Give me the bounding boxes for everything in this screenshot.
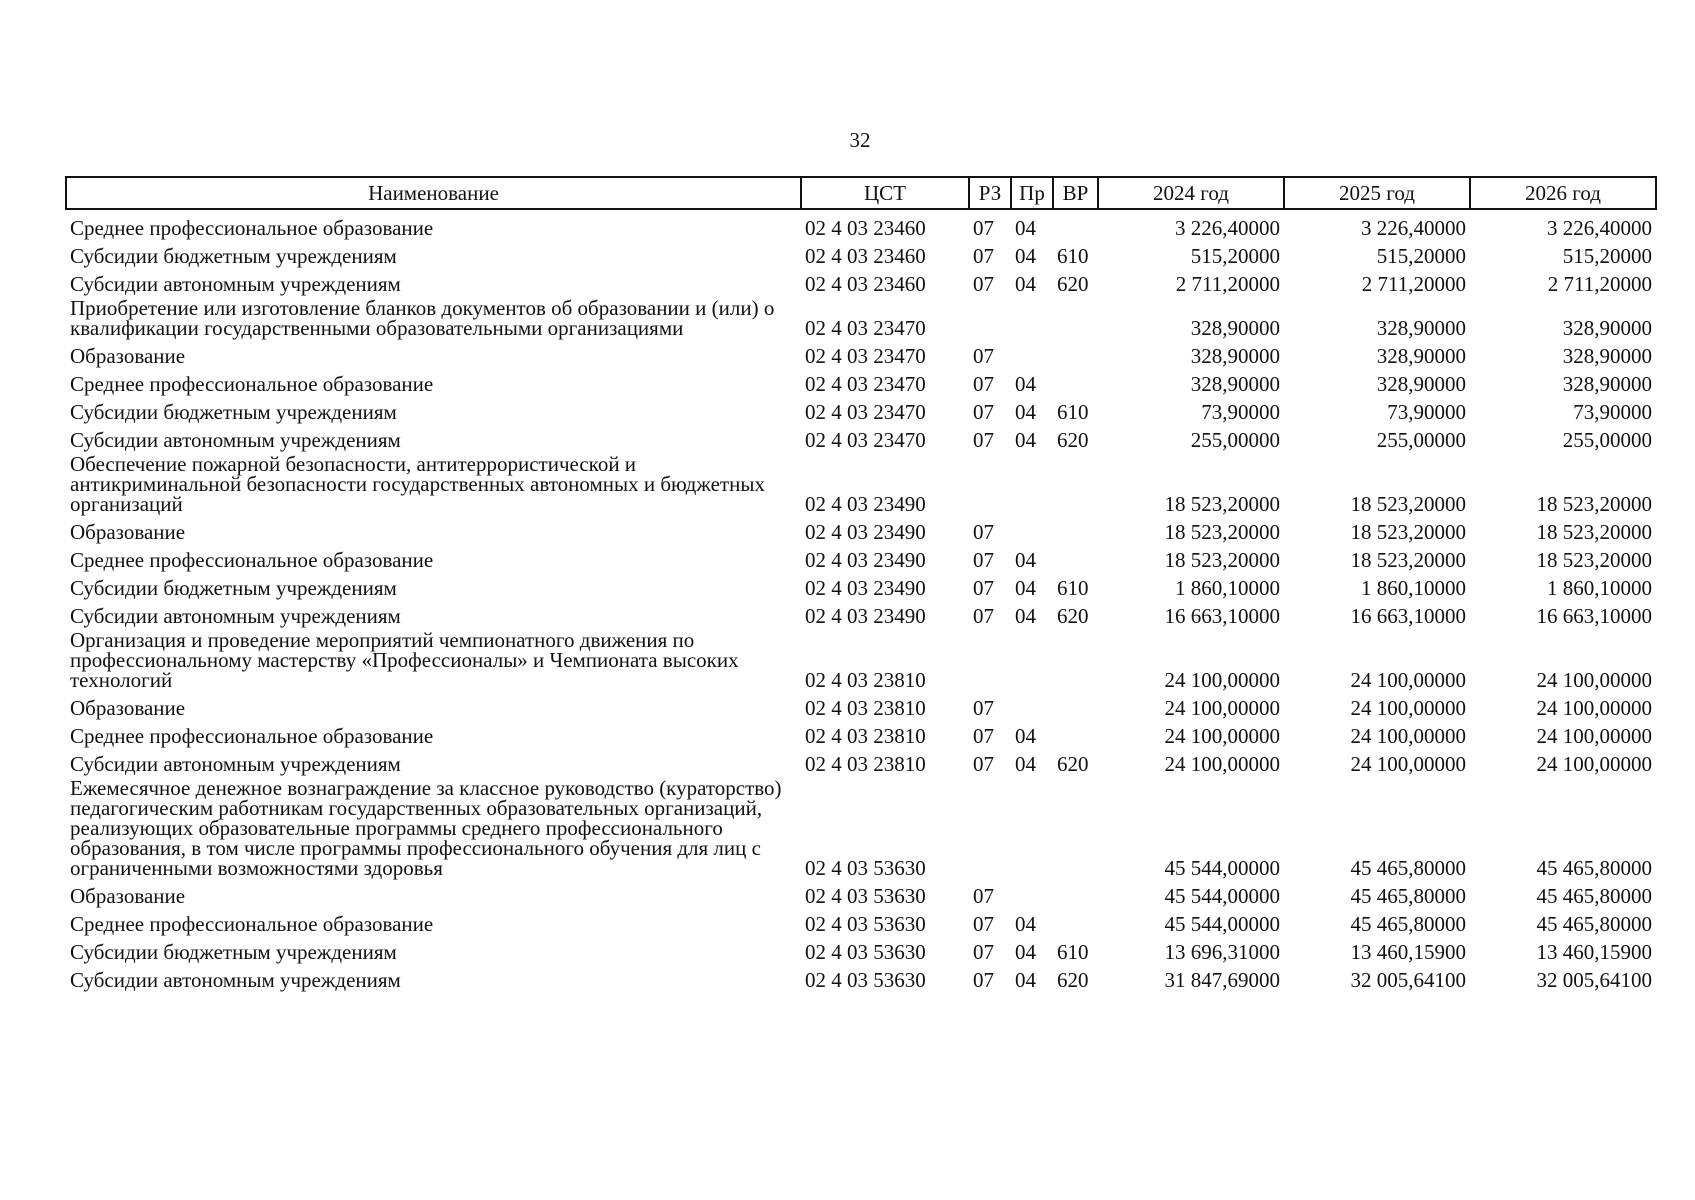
cell-vr <box>1053 906 1098 934</box>
cell-cst: 02 4 03 23490 <box>805 576 926 600</box>
cell-2024: 13 696,31000 <box>1164 940 1280 964</box>
cell-cst: 02 4 03 23460 <box>805 272 926 296</box>
cell-rz: 07 <box>973 244 994 268</box>
cell-pr: 04 <box>1015 272 1036 296</box>
cell-vr: 620 <box>1057 428 1089 452</box>
cell-cst: 02 4 03 23810 <box>805 752 926 776</box>
table-header <box>66 177 1656 209</box>
cell-vr: 610 <box>1057 940 1089 964</box>
cell-cst: 02 4 03 23490 <box>805 520 926 544</box>
cell-name: Среднее профессиональное образование <box>70 724 434 748</box>
cell-2024: 18 523,20000 <box>1164 548 1280 572</box>
table-row <box>66 366 1656 394</box>
cell-name: Организация и проведение мероприятий чемпионатного движения по профессиональному мастерству «Профессионалы» и Чемпионата высоких технологий <box>70 628 739 692</box>
cell-name: Субсидии автономным учреждениям <box>70 968 401 992</box>
cell-2025: 24 100,00000 <box>1350 724 1466 748</box>
cell-name: Образование <box>70 344 186 368</box>
cell-2025: 255,00000 <box>1376 428 1466 452</box>
cell-name: Среднее профессиональное образование <box>70 372 434 396</box>
cell-cst: 02 4 03 23470 <box>805 316 926 340</box>
cell-cst: 02 4 03 23470 <box>805 372 926 396</box>
cell-2026: 45 465,80000 <box>1536 856 1652 880</box>
cell-2026: 24 100,00000 <box>1536 752 1652 776</box>
cell-pr: 04 <box>1015 940 1036 964</box>
cell-pr: 04 <box>1015 752 1036 776</box>
cell-name: Субсидии бюджетным учреждениям <box>70 576 397 600</box>
table-row <box>66 294 1656 338</box>
table-row <box>66 238 1656 266</box>
cell-2025: 45 465,80000 <box>1350 856 1466 880</box>
cell-2026: 24 100,00000 <box>1536 668 1652 692</box>
cell-name: Субсидии бюджетным учреждениям <box>70 400 397 424</box>
cell-rz <box>969 626 1011 690</box>
cell-cst: 02 4 03 23470 <box>805 400 926 424</box>
cell-cst: 02 4 03 53630 <box>805 856 926 880</box>
cell-2025: 3 226,40000 <box>1361 216 1466 240</box>
cell-2025: 515,20000 <box>1376 244 1466 268</box>
cell-rz: 07 <box>973 968 994 992</box>
table-row <box>66 542 1656 570</box>
cell-2025: 18 523,20000 <box>1350 548 1466 572</box>
cell-2026: 2 711,20000 <box>1547 272 1652 296</box>
table-row <box>66 878 1656 906</box>
cell-vr <box>1053 718 1098 746</box>
cell-rz: 07 <box>973 724 994 748</box>
cell-pr: 04 <box>1015 216 1036 240</box>
cell-2024: 328,90000 <box>1190 372 1280 396</box>
table-row <box>66 774 1656 878</box>
table-row <box>66 422 1656 450</box>
cell-pr <box>1011 774 1053 878</box>
cell-pr <box>1011 878 1053 906</box>
cell-cst: 02 4 03 53630 <box>805 884 926 908</box>
header-cst: ЦСТ <box>801 177 969 209</box>
cell-rz: 07 <box>973 884 994 908</box>
cell-name: Образование <box>70 696 186 720</box>
header-2026: 2026 год <box>1470 177 1656 209</box>
cell-2026: 18 523,20000 <box>1536 492 1652 516</box>
cell-rz: 07 <box>973 752 994 776</box>
cell-cst: 02 4 03 53630 <box>805 940 926 964</box>
cell-2026: 16 663,10000 <box>1536 604 1652 628</box>
cell-vr: 620 <box>1057 968 1089 992</box>
cell-vr: 620 <box>1057 272 1089 296</box>
cell-2026: 328,90000 <box>1562 316 1652 340</box>
cell-cst: 02 4 03 23490 <box>805 604 926 628</box>
cell-vr <box>1053 774 1098 878</box>
cell-2024: 24 100,00000 <box>1164 752 1280 776</box>
cell-2026: 32 005,64100 <box>1536 968 1652 992</box>
cell-vr: 610 <box>1057 576 1089 600</box>
cell-2024: 2 711,20000 <box>1175 272 1280 296</box>
cell-2026: 24 100,00000 <box>1536 724 1652 748</box>
cell-2024: 328,90000 <box>1190 344 1280 368</box>
header-2024: 2024 год <box>1098 177 1284 209</box>
table-row <box>66 514 1656 542</box>
table-row <box>66 266 1656 294</box>
cell-vr <box>1053 366 1098 394</box>
cell-rz <box>969 774 1011 878</box>
cell-vr <box>1053 294 1098 338</box>
cell-vr <box>1053 338 1098 366</box>
cell-cst: 02 4 03 23810 <box>805 696 926 720</box>
cell-vr <box>1053 514 1098 542</box>
table-body <box>66 209 1656 990</box>
cell-2024: 3 226,40000 <box>1175 216 1280 240</box>
cell-pr <box>1011 690 1053 718</box>
header-vr: ВР <box>1053 177 1098 209</box>
cell-cst: 02 4 03 23460 <box>805 216 926 240</box>
table-row <box>66 338 1656 366</box>
table-row <box>66 394 1656 422</box>
cell-2026: 45 465,80000 <box>1536 912 1652 936</box>
budget-table <box>65 176 1657 990</box>
cell-2024: 24 100,00000 <box>1164 668 1280 692</box>
cell-vr <box>1053 690 1098 718</box>
cell-2025: 328,90000 <box>1376 344 1466 368</box>
cell-2024: 18 523,20000 <box>1164 520 1280 544</box>
cell-2026: 73,90000 <box>1573 400 1652 424</box>
cell-2025: 13 460,15900 <box>1350 940 1466 964</box>
cell-pr: 04 <box>1015 372 1036 396</box>
cell-2024: 328,90000 <box>1190 316 1280 340</box>
cell-2025: 45 465,80000 <box>1350 912 1466 936</box>
cell-pr: 04 <box>1015 912 1036 936</box>
cell-2025: 1 860,10000 <box>1361 576 1466 600</box>
cell-name: Субсидии автономным учреждениям <box>70 272 401 296</box>
cell-rz: 07 <box>973 940 994 964</box>
cell-2024: 24 100,00000 <box>1164 696 1280 720</box>
cell-rz: 07 <box>973 520 994 544</box>
cell-vr <box>1053 878 1098 906</box>
cell-2025: 24 100,00000 <box>1350 668 1466 692</box>
table-row <box>66 598 1656 626</box>
cell-cst: 02 4 03 23490 <box>805 548 926 572</box>
header-pr: Пр <box>1011 177 1053 209</box>
table-row <box>66 906 1656 934</box>
cell-2026: 328,90000 <box>1562 372 1652 396</box>
header-name: Наименование <box>66 177 801 209</box>
cell-rz: 07 <box>973 576 994 600</box>
table-row <box>66 962 1656 990</box>
cell-rz <box>969 450 1011 514</box>
table-row <box>66 570 1656 598</box>
cell-name: Среднее профессиональное образование <box>70 548 434 572</box>
cell-name: Субсидии автономным учреждениям <box>70 604 401 628</box>
header-rz: РЗ <box>969 177 1011 209</box>
cell-2024: 1 860,10000 <box>1175 576 1280 600</box>
cell-2025: 73,90000 <box>1387 400 1466 424</box>
cell-name: Субсидии автономным учреждениям <box>70 752 401 776</box>
cell-rz: 07 <box>973 912 994 936</box>
table-row <box>66 934 1656 962</box>
cell-cst: 02 4 03 23490 <box>805 492 926 516</box>
cell-2025: 18 523,20000 <box>1350 492 1466 516</box>
cell-pr: 04 <box>1015 604 1036 628</box>
header-2025: 2025 год <box>1284 177 1470 209</box>
cell-cst: 02 4 03 53630 <box>805 968 926 992</box>
cell-pr <box>1011 626 1053 690</box>
cell-rz: 07 <box>973 216 994 240</box>
table-row <box>66 209 1656 238</box>
cell-2026: 515,20000 <box>1562 244 1652 268</box>
cell-vr <box>1053 450 1098 514</box>
cell-2025: 45 465,80000 <box>1350 884 1466 908</box>
cell-rz: 07 <box>973 372 994 396</box>
cell-vr: 620 <box>1057 604 1089 628</box>
cell-vr: 610 <box>1057 400 1089 424</box>
cell-cst: 02 4 03 23460 <box>805 244 926 268</box>
table-row <box>66 690 1656 718</box>
cell-pr <box>1011 450 1053 514</box>
cell-2025: 32 005,64100 <box>1350 968 1466 992</box>
cell-name: Образование <box>70 884 186 908</box>
cell-cst: 02 4 03 23810 <box>805 668 926 692</box>
cell-name: Субсидии бюджетным учреждениям <box>70 244 397 268</box>
cell-rz: 07 <box>973 428 994 452</box>
cell-2024: 45 544,00000 <box>1164 912 1280 936</box>
cell-name: Ежемесячное денежное вознаграждение за классное руководство (кураторство) педагогическим работникам государственных образовательных организаций, реализующих образовательные программы среднего профессионального образования, в том числе программы профессионального обучения для лиц с ограниченными возможностями здоровья <box>70 776 782 880</box>
cell-pr <box>1011 294 1053 338</box>
cell-rz: 07 <box>973 548 994 572</box>
cell-rz: 07 <box>973 696 994 720</box>
cell-2024: 45 544,00000 <box>1164 884 1280 908</box>
cell-pr: 04 <box>1015 400 1036 424</box>
cell-2025: 24 100,00000 <box>1350 696 1466 720</box>
cell-vr <box>1053 626 1098 690</box>
cell-name: Обеспечение пожарной безопасности, антитеррористической и антикриминальной безопасности государственных автономных и бюджетных организаций <box>70 452 765 516</box>
cell-vr <box>1053 542 1098 570</box>
page-number: 32 <box>849 128 871 152</box>
table-row <box>66 718 1656 746</box>
cell-2026: 3 226,40000 <box>1547 216 1652 240</box>
table-row <box>66 746 1656 774</box>
cell-pr: 04 <box>1015 968 1036 992</box>
cell-name: Образование <box>70 520 186 544</box>
cell-name: Субсидии автономным учреждениям <box>70 428 401 452</box>
cell-rz: 07 <box>973 272 994 296</box>
cell-2024: 73,90000 <box>1201 400 1280 424</box>
cell-rz: 07 <box>973 604 994 628</box>
cell-2026: 24 100,00000 <box>1536 696 1652 720</box>
cell-cst: 02 4 03 53630 <box>805 912 926 936</box>
cell-2026: 1 860,10000 <box>1547 576 1652 600</box>
cell-2025: 328,90000 <box>1376 372 1466 396</box>
cell-2026: 328,90000 <box>1562 344 1652 368</box>
cell-2025: 18 523,20000 <box>1350 520 1466 544</box>
cell-2024: 16 663,10000 <box>1164 604 1280 628</box>
cell-pr <box>1011 514 1053 542</box>
cell-2026: 18 523,20000 <box>1536 520 1652 544</box>
cell-cst: 02 4 03 23470 <box>805 344 926 368</box>
table-row <box>66 626 1656 690</box>
cell-2025: 24 100,00000 <box>1350 752 1466 776</box>
cell-pr: 04 <box>1015 244 1036 268</box>
cell-2024: 255,00000 <box>1190 428 1280 452</box>
cell-pr: 04 <box>1015 576 1036 600</box>
cell-name: Среднее профессиональное образование <box>70 216 434 240</box>
cell-name: Среднее профессиональное образование <box>70 912 434 936</box>
cell-pr: 04 <box>1015 428 1036 452</box>
cell-name: Приобретение или изготовление бланков документов об образовании и (или) о квалификации государственными образовательными организациями <box>70 296 775 340</box>
cell-rz: 07 <box>973 344 994 368</box>
cell-name: Субсидии бюджетным учреждениям <box>70 940 397 964</box>
cell-2024: 515,20000 <box>1190 244 1280 268</box>
cell-2026: 255,00000 <box>1562 428 1652 452</box>
cell-vr: 620 <box>1057 752 1089 776</box>
cell-2025: 328,90000 <box>1376 316 1466 340</box>
table-row <box>66 450 1656 514</box>
cell-2024: 31 847,69000 <box>1164 968 1280 992</box>
cell-2026: 13 460,15900 <box>1536 940 1652 964</box>
cell-cst: 02 4 03 23810 <box>805 724 926 748</box>
cell-2026: 45 465,80000 <box>1536 884 1652 908</box>
cell-2026: 18 523,20000 <box>1536 548 1652 572</box>
cell-2025: 2 711,20000 <box>1361 272 1466 296</box>
cell-cst: 02 4 03 23470 <box>805 428 926 452</box>
cell-vr: 610 <box>1057 244 1089 268</box>
cell-pr: 04 <box>1015 548 1036 572</box>
cell-2025: 16 663,10000 <box>1350 604 1466 628</box>
cell-vr <box>1053 209 1098 238</box>
cell-pr <box>1011 338 1053 366</box>
cell-rz <box>969 294 1011 338</box>
cell-2024: 24 100,00000 <box>1164 724 1280 748</box>
cell-pr: 04 <box>1015 724 1036 748</box>
cell-2024: 45 544,00000 <box>1164 856 1280 880</box>
cell-rz: 07 <box>973 400 994 424</box>
cell-2024: 18 523,20000 <box>1164 492 1280 516</box>
